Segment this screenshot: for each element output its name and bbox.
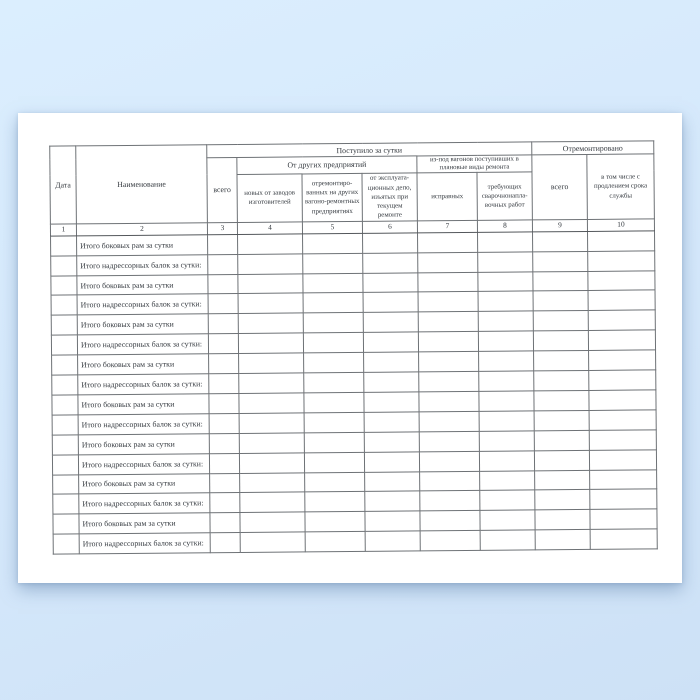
value-cell-7 xyxy=(420,491,480,511)
row-label-cell: Итого надрессорных балок за сутки: xyxy=(77,334,208,355)
value-cell-3 xyxy=(208,234,238,254)
table-body xyxy=(51,231,658,555)
value-cell-10 xyxy=(587,231,654,251)
value-cell-3 xyxy=(208,274,238,294)
value-cell-7 xyxy=(418,272,478,292)
header-repaired-at-other-plants: отремонтиро-ванных на других вагоно-ремонтных предприятиях xyxy=(302,173,362,222)
value-cell-6 xyxy=(363,312,418,332)
value-cell-8 xyxy=(480,530,535,550)
value-cell-8 xyxy=(478,291,533,311)
value-cell-8 xyxy=(478,252,533,272)
value-cell-9 xyxy=(535,510,590,530)
table-row xyxy=(53,529,657,554)
date-cell xyxy=(51,335,77,355)
date-cell xyxy=(53,474,79,494)
value-cell-10 xyxy=(588,330,655,350)
value-cell-3 xyxy=(208,334,238,354)
value-cell-10 xyxy=(588,290,655,310)
date-cell xyxy=(52,435,78,455)
value-cell-5 xyxy=(303,333,363,353)
header-repaired: Отремонтировано xyxy=(532,141,654,155)
date-cell xyxy=(53,514,79,534)
value-cell-10 xyxy=(588,251,655,271)
column-number-8: 8 xyxy=(477,220,532,232)
value-cell-10 xyxy=(590,469,657,489)
value-cell-10 xyxy=(589,430,656,450)
value-cell-5 xyxy=(305,492,365,512)
value-cell-6 xyxy=(364,392,419,412)
date-cell xyxy=(51,295,77,315)
header-name: Наименование xyxy=(76,145,208,224)
value-cell-3 xyxy=(209,374,239,394)
date-cell xyxy=(52,415,78,435)
value-cell-9 xyxy=(533,251,588,271)
row-label-cell: Итого боковых рам за сутки xyxy=(77,274,208,295)
value-cell-10 xyxy=(588,270,655,290)
row-label-cell: Итого боковых рам за сутки xyxy=(79,513,210,534)
value-cell-6 xyxy=(365,531,420,551)
value-cell-3 xyxy=(209,453,239,473)
value-cell-6 xyxy=(363,253,418,273)
value-cell-7 xyxy=(418,292,478,312)
date-cell xyxy=(51,256,77,276)
value-cell-4 xyxy=(238,254,303,274)
value-cell-8 xyxy=(479,371,534,391)
value-cell-10 xyxy=(589,410,656,430)
value-cell-5 xyxy=(304,432,364,452)
date-cell xyxy=(52,375,78,395)
value-cell-5 xyxy=(303,253,363,273)
value-cell-6 xyxy=(365,491,420,511)
date-cell xyxy=(52,455,78,475)
date-cell xyxy=(53,534,79,554)
value-cell-6 xyxy=(363,233,418,253)
value-cell-4 xyxy=(240,512,305,532)
value-cell-9 xyxy=(532,231,587,251)
value-cell-5 xyxy=(304,452,364,472)
value-cell-8 xyxy=(480,510,535,530)
column-number-7: 7 xyxy=(417,220,477,233)
value-cell-4 xyxy=(238,333,303,353)
value-cell-10 xyxy=(589,390,656,410)
value-cell-4 xyxy=(240,492,305,512)
value-cell-10 xyxy=(590,509,657,529)
value-cell-8 xyxy=(478,311,533,331)
value-cell-8 xyxy=(480,470,535,490)
row-label-cell: Итого надрессорных балок за сутки: xyxy=(78,453,209,474)
value-cell-7 xyxy=(419,411,479,431)
header-from-other-enterprises: От других предприятий xyxy=(237,156,417,174)
column-number-10: 10 xyxy=(587,219,654,232)
row-label-cell: Итого боковых рам за сутки xyxy=(77,235,208,256)
value-cell-6 xyxy=(364,432,419,452)
registration-form-table xyxy=(49,140,658,554)
value-cell-6 xyxy=(364,352,419,372)
row-label-cell: Итого надрессорных балок за сутки: xyxy=(77,254,208,275)
value-cell-7 xyxy=(418,312,478,332)
value-cell-7 xyxy=(419,371,479,391)
header-from-under-wagons: из-под вагонов поступивших в плановые виды ремонта xyxy=(417,155,532,173)
value-cell-3 xyxy=(209,433,239,453)
value-cell-10 xyxy=(588,310,655,330)
column-number-5: 5 xyxy=(302,221,362,234)
date-cell xyxy=(51,276,77,296)
value-cell-7 xyxy=(419,391,479,411)
value-cell-8 xyxy=(477,232,532,252)
value-cell-9 xyxy=(534,370,589,390)
value-cell-8 xyxy=(478,272,533,292)
value-cell-3 xyxy=(209,354,239,374)
value-cell-8 xyxy=(479,351,534,371)
value-cell-4 xyxy=(238,293,303,313)
row-label-cell: Итого надрессорных балок за сутки: xyxy=(78,414,209,435)
header-serviceable: исправных xyxy=(417,172,477,221)
value-cell-5 xyxy=(304,372,364,392)
row-label-cell: Итого надрессорных балок за сутки: xyxy=(77,294,208,315)
value-cell-6 xyxy=(365,511,420,531)
value-cell-10 xyxy=(589,370,656,390)
paper-sheet xyxy=(18,113,682,583)
value-cell-9 xyxy=(533,291,588,311)
header-from-operational-depots: от эксплуата-ционных депо, изъятых при текущем ремонте xyxy=(362,173,417,221)
header-new-from-manufacturers: новых от заводов изготовителей xyxy=(237,174,302,223)
value-cell-4 xyxy=(240,472,305,492)
value-cell-5 xyxy=(305,472,365,492)
value-cell-3 xyxy=(209,413,239,433)
column-number-1: 1 xyxy=(50,224,76,236)
value-cell-5 xyxy=(303,293,363,313)
value-cell-9 xyxy=(534,450,589,470)
form-table-wrapper xyxy=(49,140,657,554)
value-cell-7 xyxy=(419,352,479,372)
value-cell-3 xyxy=(210,513,240,533)
value-cell-4 xyxy=(239,373,304,393)
date-cell xyxy=(52,355,78,375)
value-cell-7 xyxy=(420,511,480,531)
value-cell-6 xyxy=(364,412,419,432)
value-cell-8 xyxy=(478,331,533,351)
value-cell-9 xyxy=(535,470,590,490)
value-cell-7 xyxy=(418,232,478,252)
value-cell-4 xyxy=(238,313,303,333)
value-cell-9 xyxy=(534,390,589,410)
value-cell-5 xyxy=(304,412,364,432)
date-cell xyxy=(52,395,78,415)
column-number-3: 3 xyxy=(207,222,237,234)
value-cell-3 xyxy=(210,533,240,553)
date-cell xyxy=(53,494,79,514)
column-number-2: 2 xyxy=(76,223,207,236)
value-cell-6 xyxy=(363,292,418,312)
header-received-total: всего xyxy=(207,158,238,223)
value-cell-7 xyxy=(420,531,480,551)
header-requiring-welding: требующих сварочнонапла-вочных работ xyxy=(477,172,532,220)
value-cell-7 xyxy=(419,451,479,471)
value-cell-9 xyxy=(534,430,589,450)
date-cell xyxy=(51,236,77,256)
value-cell-4 xyxy=(239,453,304,473)
value-cell-5 xyxy=(303,233,363,253)
value-cell-8 xyxy=(479,431,534,451)
value-cell-6 xyxy=(363,332,418,352)
value-cell-4 xyxy=(239,353,304,373)
value-cell-9 xyxy=(533,311,588,331)
value-cell-3 xyxy=(208,314,238,334)
column-number-4: 4 xyxy=(237,222,302,235)
value-cell-10 xyxy=(589,449,656,469)
header-received-per-day: Поступило за сутки xyxy=(207,142,532,158)
header-with-life-extension: в том числе с продлением срока службы xyxy=(587,154,655,219)
value-cell-3 xyxy=(208,254,238,274)
value-cell-5 xyxy=(304,353,364,373)
value-cell-4 xyxy=(240,532,305,552)
value-cell-10 xyxy=(590,489,657,509)
value-cell-3 xyxy=(209,393,239,413)
value-cell-7 xyxy=(419,431,479,451)
value-cell-9 xyxy=(535,530,590,550)
header-repaired-total: всего xyxy=(532,154,588,219)
row-label-cell: Итого боковых рам за сутки xyxy=(79,473,210,494)
value-cell-4 xyxy=(239,433,304,453)
column-number-6: 6 xyxy=(362,221,417,233)
row-label-cell: Итого боковых рам за сутки xyxy=(78,394,209,415)
date-cell xyxy=(51,315,77,335)
value-cell-7 xyxy=(420,471,480,491)
value-cell-3 xyxy=(210,473,240,493)
value-cell-3 xyxy=(210,493,240,513)
value-cell-4 xyxy=(238,274,303,294)
value-cell-8 xyxy=(479,451,534,471)
value-cell-9 xyxy=(533,331,588,351)
value-cell-3 xyxy=(208,294,238,314)
value-cell-8 xyxy=(479,391,534,411)
value-cell-6 xyxy=(364,372,419,392)
value-cell-10 xyxy=(589,350,656,370)
column-number-9: 9 xyxy=(532,219,587,231)
value-cell-9 xyxy=(533,271,588,291)
row-label-cell: Итого боковых рам за сутки xyxy=(78,354,209,375)
value-cell-10 xyxy=(590,529,657,549)
row-label-cell: Итого боковых рам за сутки xyxy=(77,314,208,335)
value-cell-9 xyxy=(534,410,589,430)
value-cell-5 xyxy=(303,313,363,333)
row-label-cell: Итого надрессорных балок за сутки: xyxy=(78,374,209,395)
value-cell-6 xyxy=(363,273,418,293)
value-cell-4 xyxy=(238,234,303,254)
row-label-cell: Итого боковых рам за сутки xyxy=(78,433,209,454)
value-cell-5 xyxy=(305,512,365,532)
value-cell-5 xyxy=(304,392,364,412)
value-cell-6 xyxy=(364,452,419,472)
value-cell-4 xyxy=(239,393,304,413)
value-cell-5 xyxy=(305,532,365,552)
header-date: Дата xyxy=(50,146,77,224)
value-cell-6 xyxy=(365,471,420,491)
row-label-cell: Итого надрессорных балок за сутки: xyxy=(79,533,210,554)
value-cell-7 xyxy=(418,252,478,272)
value-cell-9 xyxy=(535,490,590,510)
row-label-cell: Итого надрессорных балок за сутки: xyxy=(79,493,210,514)
value-cell-8 xyxy=(479,411,534,431)
value-cell-7 xyxy=(418,332,478,352)
value-cell-9 xyxy=(534,351,589,371)
value-cell-8 xyxy=(480,490,535,510)
value-cell-4 xyxy=(239,413,304,433)
value-cell-5 xyxy=(303,273,363,293)
